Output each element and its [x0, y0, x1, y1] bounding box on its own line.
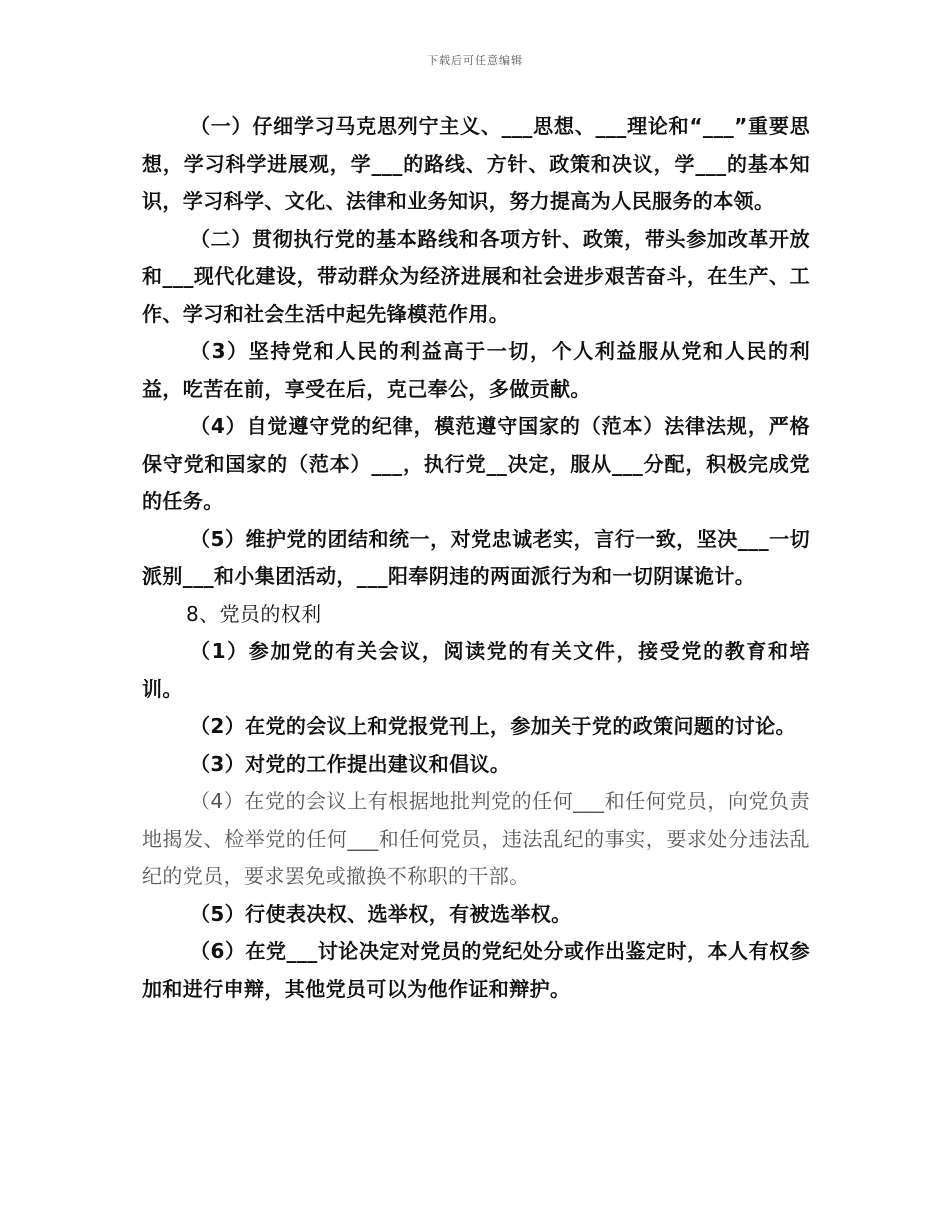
paragraph-right-6: （6）在党___讨论决定对党员的党纪处分或作出鉴定时，本人有权参加和进行申辩，其他党员可以为他作证和辩护。	[142, 939, 810, 1001]
paragraph-right-5: （5）行使表决权、选举权，有被选举权。	[190, 901, 572, 926]
document-body	[142, 108, 810, 1008]
paragraph-right-2: （2）在党的会议上和党报党刊上，参加关于党的政策问题的讨论。	[190, 714, 796, 738]
paragraph-duty-4: （4）自觉遵守党的纪律，模范遵守国家的（范本）法律法规，严格保守党和国家的（范本）___，执行党__决定，服从___分配，积极完成党的任务。	[142, 414, 810, 513]
section-heading-member-rights: 8、党员的权利	[186, 601, 322, 626]
paragraph-duty-2: （二）贯彻执行党的基本路线和各项方针、政策，带头参加改革开放和___现代化建设，带动群众为经济进展和社会进步艰苦奋斗，在生产、工作、学习和社会生活中起先锋模范作用。	[142, 226, 810, 326]
paragraph-right-3: （3）对党的工作提出建议和倡议。	[190, 751, 511, 776]
paragraph-duty-3: （3）坚持党和人民的利益高于一切，个人利益服从党和人民的利益，吃苦在前，享受在后，克己奉公，多做贡献。	[142, 339, 810, 401]
paragraph-duty-5: （5）维护党的团结和统一，对党忠诚老实，言行一致，坚决___一切派别___和小集团活动，___阳奉阴违的两面派行为和一切阴谋诡计。	[142, 526, 810, 588]
paragraph-duty-1: （一）仔细学习马克思列宁主义、___思想、___理论和“___”重要思想，学习科学进展观，学___的路线、方针、政策和决议，学___的基本知识，学习科学、文化、法律和业务知识，努力提高为人民服务的本领。	[142, 114, 810, 213]
paragraph-right-1: （1）参加党的有关会议，阅读党的有关文件，接受党的教育和培训。	[142, 639, 810, 701]
paragraph-right-4: （4）在党的会议上有根据地批判党的任何___和任何党员，向党负责地揭发、检举党的任何___和任何党员，违法乱纪的事实，要求处分违法乱纪的党员，要求罢免或撤换不称职的干部。	[142, 789, 810, 888]
page-header: 下载后可任意编辑	[427, 54, 523, 67]
